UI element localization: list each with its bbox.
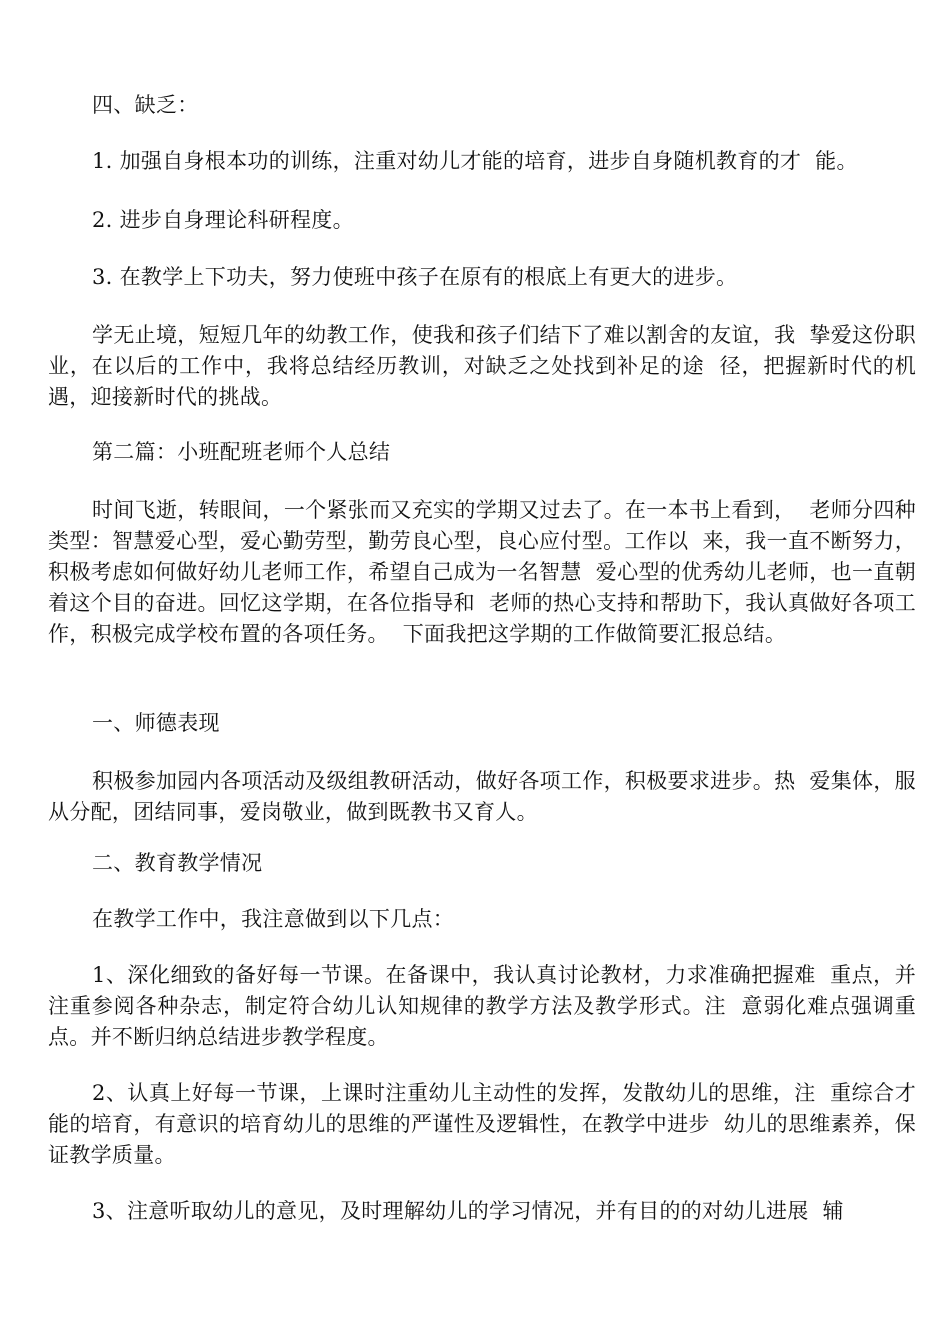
section-heading-ethics: 一、师德表现 [92, 711, 220, 735]
paragraph-item-2: 2. 进步自身理论科研程度。 [92, 208, 354, 232]
section-heading-teaching: 二、教育教学情况 [92, 851, 263, 875]
paragraph-item-3: 3. 在教学上下功夫，努力使班中孩子在原有的根底上有更大的进步。 [92, 265, 738, 289]
paragraph-ethics: 积极参加园内各项活动及级组教研活动，做好各项工作，积极要求进步。热 爱集体，服从分配，团结同事，爱岗敬业，做到既教书又育人。 [48, 769, 916, 824]
paragraph-teaching-point-3: 3、注意听取幼儿的意见，及时理解幼儿的学习情况，并有目的的对幼儿进展 辅 [92, 1199, 844, 1223]
paragraph-conclusion: 学无止境，短短几年的幼教工作，使我和孩子们结下了难以割舍的友谊，我 挚爱这份职业，在以后的工作中，我将总结经历教训，对缺乏之处找到补足的途 径，把握新时代的机遇，迎接新时代的挑战。 [48, 323, 916, 409]
paragraph-teaching-point-1: 1、深化细致的备好每一节课。在备课中，我认真讨论教材，力求准确把握难 重点，并注重参阅各种杂志，制定符合幼儿认知规律的教学方法及教学形式。注 意弱化难点强调重点。并不断归纳总结进步教学程度。 [48, 963, 916, 1049]
section-heading-shortcomings: 四、缺乏： [92, 93, 199, 117]
article-title-second: 第二篇：小班配班老师个人总结 [92, 440, 391, 464]
paragraph-intro: 时间飞逝，转眼间，一个紧张而又充实的学期又过去了。在一本书上看到， 老师分四种类型：智慧爱心型，爱心勤劳型，勤劳良心型，良心应付型。工作以 来，我一直不断努力，积极考虑如何做好幼儿老师工作，希望自己成为一名智慧 爱心型的优秀幼儿老师，也一直朝着这个目的奋进。回忆这学期，在各位指导和 老师的热心支持和帮助下，我认真做好各项工作，积极完成学校布置的各项任务。 下面我把这学期的工作做简要汇报总结。 [48, 498, 916, 646]
paragraph-teaching-intro: 在教学工作中，我注意做到以下几点： [92, 907, 455, 931]
paragraph-item-1: 1. 加强自身根本功的训练，注重对幼儿才能的培育，进步自身随机教育的才 能。 [92, 149, 858, 173]
paragraph-teaching-point-2: 2、认真上好每一节课，上课时注重幼儿主动性的发挥，发散幼儿的思维，注 重综合才能的培育，有意识的培育幼儿的思维的严谨性及逻辑性，在教学中进步 幼儿的思维素养，保证教学质量。 [48, 1081, 916, 1167]
